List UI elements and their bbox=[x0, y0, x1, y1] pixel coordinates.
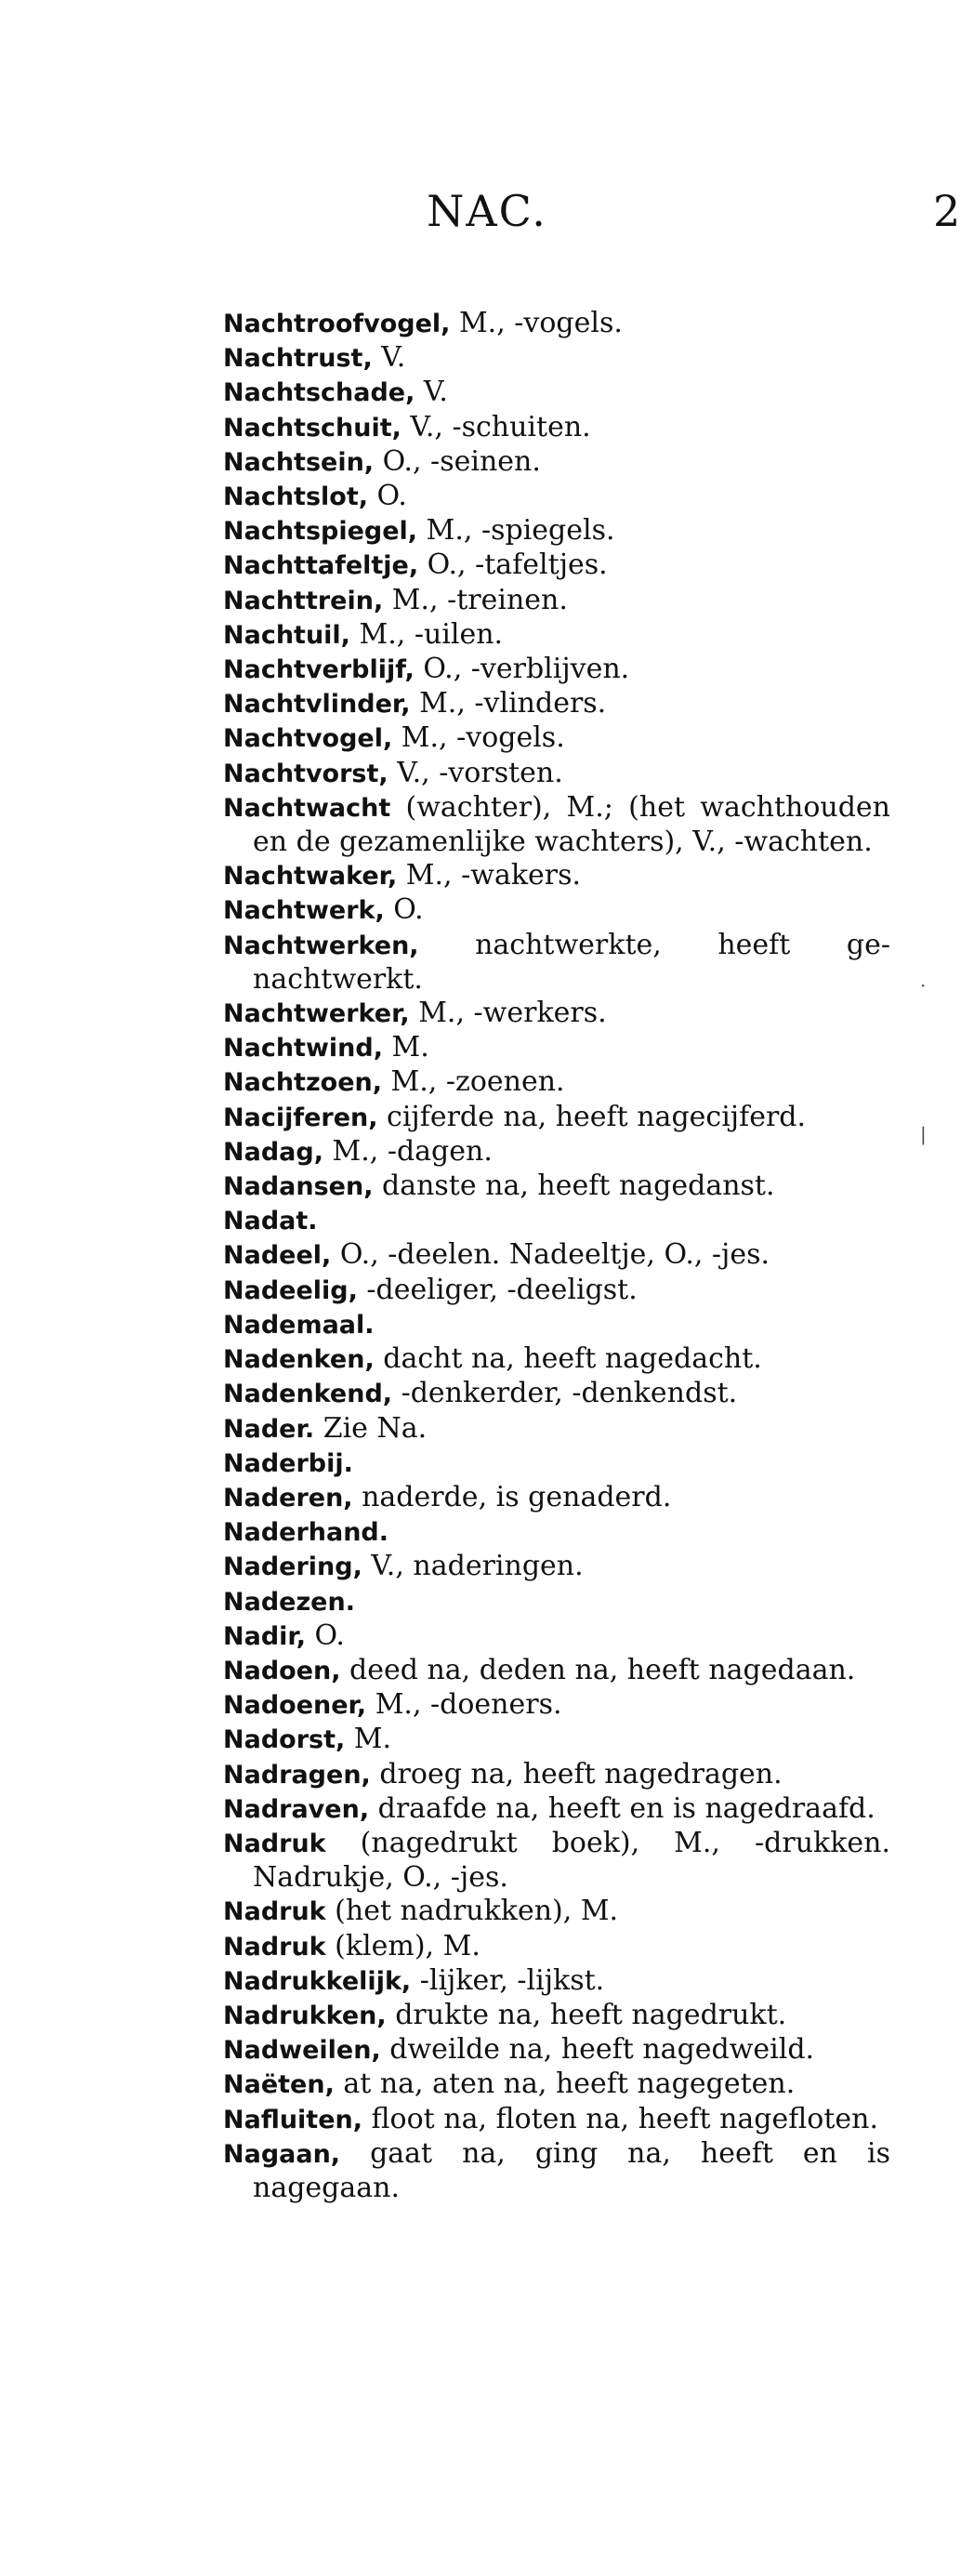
margin-mark: | bbox=[920, 1123, 927, 1145]
dictionary-entry bbox=[223, 1758, 890, 1792]
dictionary-entry bbox=[223, 859, 890, 893]
entry-definition: O., -verblijven. bbox=[414, 653, 630, 686]
entry-headword: Nachtsein, bbox=[223, 447, 375, 477]
dictionary-entry bbox=[223, 1204, 890, 1238]
entry-headword: Nachtroofvogel, bbox=[223, 310, 451, 338]
entry-headword: Nadag, bbox=[223, 1137, 323, 1167]
dictionary-entry bbox=[223, 1619, 890, 1654]
entry-definition: O. bbox=[368, 480, 407, 513]
entry-headword: Nachtschade, bbox=[223, 378, 415, 408]
dictionary-entry bbox=[223, 929, 890, 997]
dictionary-entry bbox=[223, 376, 890, 410]
entry-headword: Nademaal. bbox=[223, 1310, 375, 1340]
entry-headword: Nachtwacht bbox=[223, 793, 391, 823]
entry-definition: O., -tafeltjes. bbox=[418, 548, 608, 582]
entry-definition: V. bbox=[372, 341, 406, 375]
entry-definition: (het nadrukken), M. bbox=[325, 1895, 619, 1928]
entry-headword: Nadorst, bbox=[223, 1725, 346, 1755]
entry-definition: V. bbox=[415, 376, 448, 409]
page-header-title: NAC. bbox=[427, 186, 547, 236]
entry-definition: M., -uilen. bbox=[349, 617, 504, 651]
entry-definition: M., -treinen. bbox=[383, 583, 568, 616]
entry-definition: M., -dagen. bbox=[322, 1134, 493, 1168]
entry-definition: drukte na, heeft nagedrukt. bbox=[386, 1998, 787, 2031]
entry-definition: O., -seinen. bbox=[374, 444, 541, 478]
entry-definition: M., -wakers. bbox=[397, 859, 582, 892]
dictionary-entry bbox=[223, 445, 890, 480]
entry-headword: Nadering, bbox=[223, 1552, 362, 1582]
entry-definition: M., -zoenen. bbox=[382, 1065, 565, 1099]
entry-definition: dacht na, heeft nagedacht. bbox=[374, 1342, 762, 1376]
entry-headword: Nachtverblijf, bbox=[223, 655, 415, 685]
entry-definition: danste na, heeft nagedanst. bbox=[373, 1169, 775, 1203]
entry-definition: M., -vlinders. bbox=[410, 687, 607, 720]
entry-headword: Naderbij. bbox=[223, 1448, 353, 1478]
dictionary-entry bbox=[223, 1654, 890, 1688]
entry-definition: naderde, is genaderd. bbox=[352, 1480, 672, 1513]
dictionary-entry bbox=[223, 618, 890, 653]
entry-definition: dweilde na, heeft nagedweild. bbox=[380, 2033, 815, 2067]
entry-definition: O., -deelen. Nadeeltje, O., -jes. bbox=[331, 1238, 770, 1272]
dictionary-entry bbox=[223, 341, 890, 376]
entry-headword: Nachtwerk, bbox=[223, 896, 385, 926]
dictionary-entry bbox=[223, 411, 890, 445]
dictionary-entry bbox=[223, 1447, 890, 1481]
dictionary-entry bbox=[223, 1377, 890, 1411]
dictionary-entry bbox=[223, 1238, 890, 1273]
margin-mark: · bbox=[920, 974, 927, 997]
entry-definition: nachtwerkte, heeft genachtwerkt. bbox=[253, 928, 890, 996]
entry-definition: M., -werkers. bbox=[409, 997, 607, 1030]
dictionary-entry bbox=[223, 1515, 890, 1550]
dictionary-entry bbox=[223, 893, 890, 928]
entry-definition: M., -spiegels. bbox=[417, 514, 615, 548]
entry-headword: Nadat. bbox=[223, 1207, 318, 1236]
entry-headword: Nafluiten, bbox=[223, 2105, 363, 2134]
dictionary-entry bbox=[223, 1688, 890, 1723]
entry-definition: (nagedrukt boek), M., -drukken. Nadrukje, O., -jes. bbox=[253, 1826, 890, 1895]
entry-headword: Nadruk bbox=[223, 1897, 326, 1927]
dictionary-entry bbox=[223, 1930, 890, 1964]
entry-headword: Nacijferen, bbox=[223, 1103, 378, 1132]
entry-definition: floot na, floten na, heeft nagefloten. bbox=[362, 2102, 879, 2135]
dictionary-entry bbox=[223, 1274, 890, 1308]
entry-headword: Nachtschuit, bbox=[223, 413, 401, 443]
entry-list bbox=[223, 307, 890, 2205]
entry-definition: (wachter), M.; (het wachthouden en de gezamenlijke wachters), V., -wachten. bbox=[253, 790, 890, 859]
entry-definition: (klem), M. bbox=[325, 1929, 480, 1962]
entry-headword: Nadragen, bbox=[223, 1760, 371, 1790]
dictionary-entry bbox=[223, 548, 890, 583]
dictionary-entry bbox=[223, 2067, 890, 2102]
entry-headword: Nadezen. bbox=[223, 1587, 355, 1617]
dictionary-entry bbox=[223, 757, 890, 791]
entry-headword: Nachttafeltje, bbox=[223, 551, 419, 581]
dictionary-entry bbox=[223, 791, 890, 859]
dictionary-entry bbox=[223, 1308, 890, 1342]
dictionary-entry bbox=[223, 1792, 890, 1827]
entry-headword: Nachtwind, bbox=[223, 1034, 383, 1063]
entry-headword: Nachtwerker, bbox=[223, 999, 410, 1029]
entry-definition: O. bbox=[384, 893, 424, 927]
entry-headword: Nachtzoen, bbox=[223, 1068, 383, 1098]
entry-definition: -denkerder, -denkendst. bbox=[392, 1377, 738, 1410]
dictionary-entry bbox=[223, 1342, 890, 1377]
entry-headword: Nadenkend, bbox=[223, 1380, 393, 1409]
dictionary-entry bbox=[223, 687, 890, 721]
entry-definition: gaat na, ging na, heeft en is nagegaan. bbox=[253, 2136, 890, 2204]
entry-headword: Nachtvlinder, bbox=[223, 690, 411, 720]
entry-headword: Nachtvogel, bbox=[223, 724, 393, 754]
entry-definition: V., -vorsten. bbox=[388, 756, 563, 789]
entry-headword: Nadrukkelijk, bbox=[223, 1966, 412, 1996]
dictionary-entry bbox=[223, 2137, 890, 2205]
entry-headword: Nadruk bbox=[223, 1932, 326, 1962]
dictionary-entry bbox=[223, 1481, 890, 1515]
dictionary-entry bbox=[223, 721, 890, 756]
dictionary-entry bbox=[223, 1031, 890, 1065]
entry-headword: Nadeelig, bbox=[223, 1275, 358, 1305]
entry-headword: Naderhand. bbox=[223, 1518, 389, 1548]
entry-headword: Nachttrein, bbox=[223, 586, 384, 615]
entry-headword: Naëten, bbox=[223, 2070, 335, 2100]
entry-definition: M. bbox=[345, 1723, 392, 1756]
entry-headword: Nadrukken, bbox=[223, 2001, 387, 2030]
entry-definition: V., naderingen. bbox=[362, 1550, 584, 1583]
entry-headword: Nachtspiegel, bbox=[223, 517, 418, 547]
dictionary-entry bbox=[223, 1895, 890, 1929]
dictionary-entry bbox=[223, 1101, 890, 1135]
entry-headword: Nachtvorst, bbox=[223, 759, 388, 788]
dictionary-entry bbox=[223, 1412, 890, 1447]
entry-headword: Nadraven, bbox=[223, 1794, 370, 1824]
dictionary-entry bbox=[223, 1723, 890, 1757]
entry-definition: M., -vogels. bbox=[450, 307, 623, 339]
dictionary-entry bbox=[223, 1964, 890, 1999]
dictionary-entry bbox=[223, 1169, 890, 1204]
entry-definition: at na, aten na, heeft nagegeten. bbox=[334, 2067, 796, 2101]
entry-headword: Nadir, bbox=[223, 1621, 307, 1651]
entry-definition: draafde na, heeft en is nagedraafd. bbox=[369, 1791, 875, 1825]
entry-definition: M., -doeners. bbox=[366, 1688, 562, 1722]
entry-headword: Nadweilen, bbox=[223, 2036, 381, 2066]
dictionary-entry bbox=[223, 307, 890, 341]
entry-headword: Nadenken, bbox=[223, 1345, 375, 1375]
entry-headword: Nadoener, bbox=[223, 1691, 367, 1721]
dictionary-entry bbox=[223, 1827, 890, 1895]
dictionary-entry bbox=[223, 2103, 890, 2137]
entry-headword: Nadruk bbox=[223, 1829, 326, 1858]
entry-definition: V., -schuiten. bbox=[401, 410, 591, 443]
entry-definition: M. bbox=[382, 1031, 429, 1064]
dictionary-entry bbox=[223, 480, 890, 514]
entry-definition: O. bbox=[306, 1618, 345, 1652]
entry-headword: Nachtrust, bbox=[223, 344, 373, 374]
dictionary-entry bbox=[223, 1550, 890, 1584]
entry-headword: Nadeel, bbox=[223, 1241, 332, 1271]
entry-definition: Zie Na. bbox=[314, 1411, 428, 1445]
entry-definition: -deeliger, -deeligst. bbox=[357, 1273, 638, 1306]
dictionary-entry bbox=[223, 514, 890, 548]
page-number: 2 bbox=[933, 186, 961, 236]
entry-headword: Nachtwaker, bbox=[223, 862, 398, 892]
entry-headword: Nagaan, bbox=[223, 2139, 341, 2169]
dictionary-entry bbox=[223, 2033, 890, 2067]
entry-headword: Nachtslot, bbox=[223, 482, 368, 512]
dictionary-entry bbox=[223, 653, 890, 687]
entry-definition: cijferde na, heeft nagecijferd. bbox=[377, 1100, 807, 1133]
dictionary-entry bbox=[223, 1065, 890, 1100]
entry-headword: Nachtuil, bbox=[223, 620, 350, 650]
entry-headword: Nadoen, bbox=[223, 1656, 341, 1685]
dictionary-entry bbox=[223, 1135, 890, 1169]
dictionary-entry bbox=[223, 1585, 890, 1619]
entry-headword: Nader. bbox=[223, 1414, 315, 1444]
dictionary-entry bbox=[223, 584, 890, 618]
entry-headword: Nadansen, bbox=[223, 1172, 374, 1202]
entry-definition: droeg na, heeft nagedragen. bbox=[370, 1757, 783, 1790]
entry-definition: M., -vogels. bbox=[392, 721, 565, 755]
entry-headword: Nachtwerken, bbox=[223, 931, 419, 960]
dictionary-entry bbox=[223, 997, 890, 1031]
entry-definition: -lijker, -lijkst. bbox=[411, 1963, 605, 1997]
entry-definition: deed na, deden na, heeft nagedaan. bbox=[340, 1653, 856, 1686]
entry-headword: Naderen, bbox=[223, 1483, 353, 1513]
dictionary-entry bbox=[223, 1999, 890, 2033]
